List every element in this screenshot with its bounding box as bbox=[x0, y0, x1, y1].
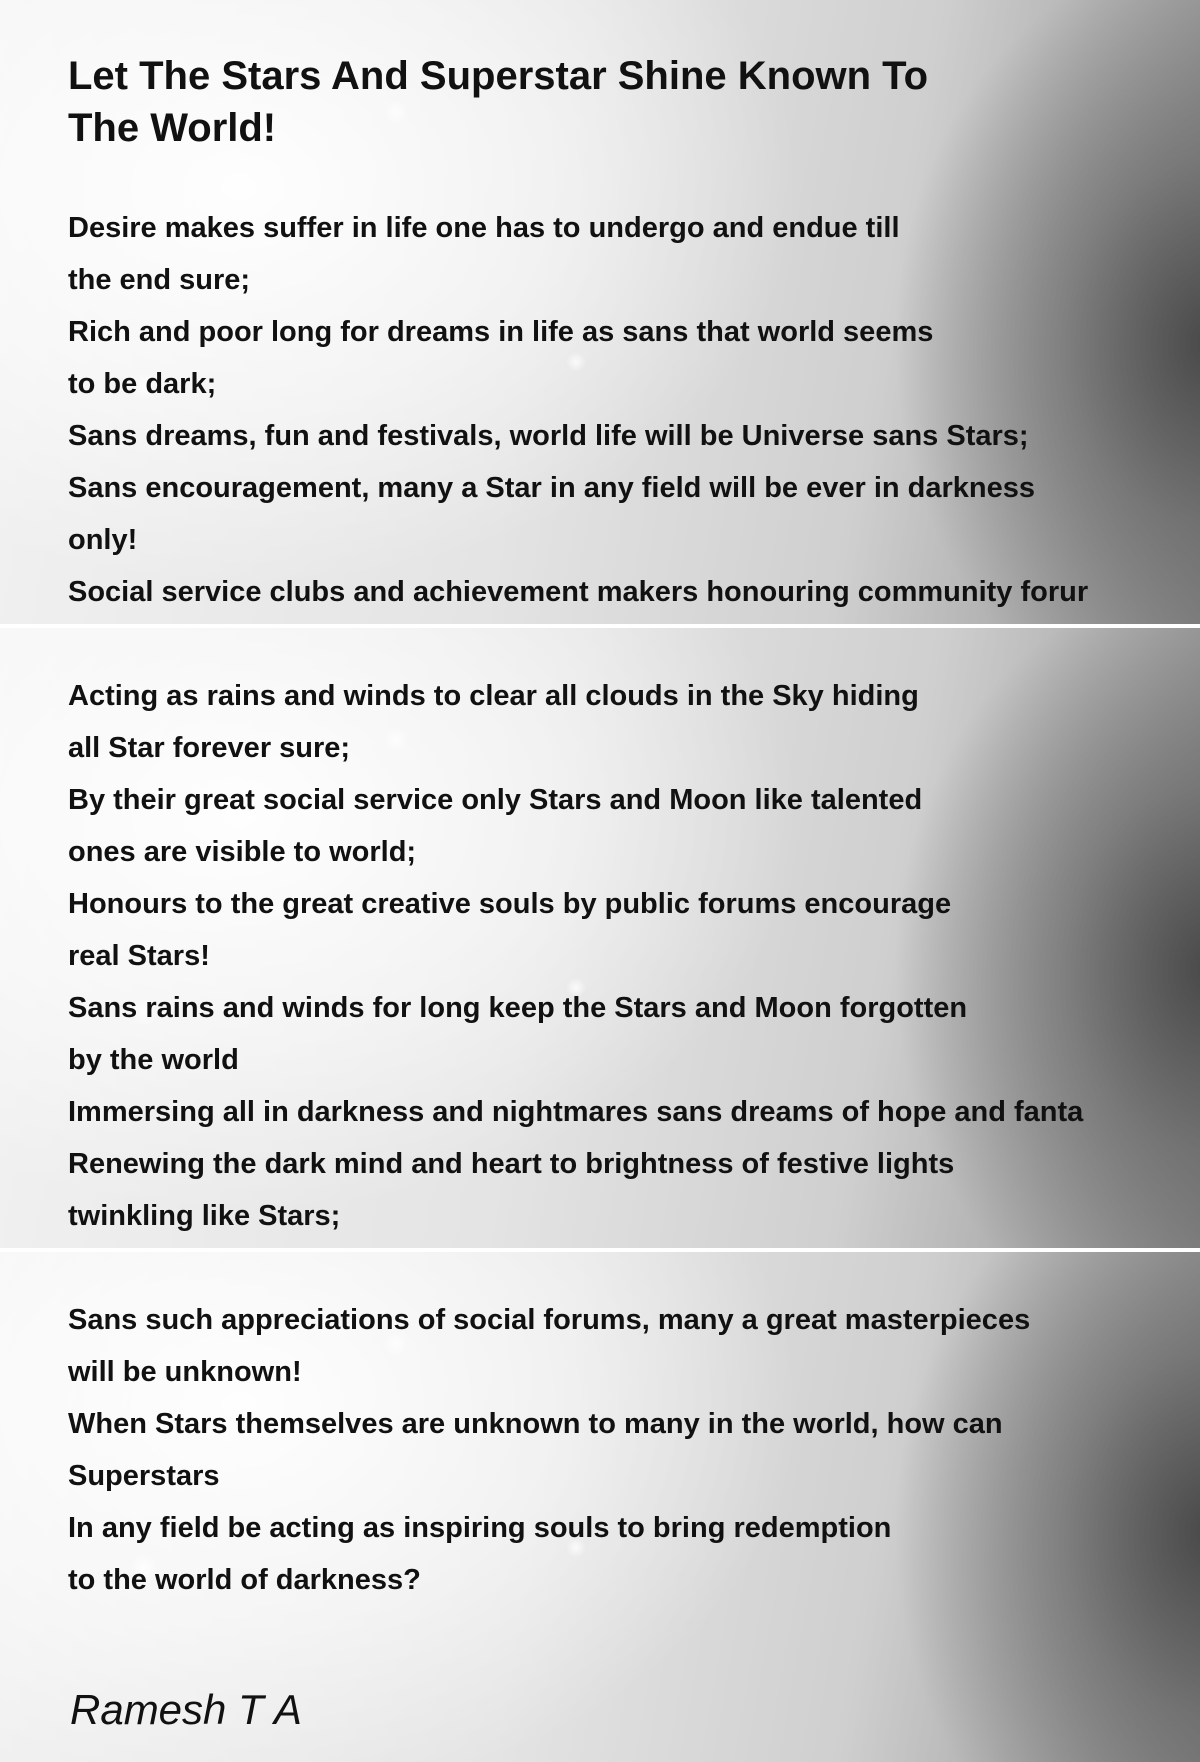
poem-line: Acting as rains and winds to clear all clouds in the Sky hiding bbox=[68, 680, 919, 712]
poem-title-line-2: The World! bbox=[68, 106, 277, 150]
poem-line: ones are visible to world; bbox=[68, 836, 417, 868]
poem-line: Sans dreams, fun and festivals, world life will be Universe sans Stars; bbox=[68, 420, 1029, 452]
poem-line: to the world of darkness? bbox=[68, 1564, 421, 1596]
poem-line: only! bbox=[68, 524, 138, 556]
poem-line: In any field be acting as inspiring souls to bring redemption bbox=[68, 1512, 892, 1544]
poem-line: Sans such appreciations of social forums, many a great masterpieces bbox=[68, 1304, 1031, 1336]
poem-line: real Stars! bbox=[68, 940, 210, 972]
poem-line: all Star forever sure; bbox=[68, 732, 351, 764]
poem-line: will be unknown! bbox=[68, 1356, 302, 1388]
poem-panel-3 bbox=[0, 1252, 1200, 1762]
stanza-1 bbox=[68, 202, 1088, 618]
poem-line: Sans encouragement, many a Star in any field will be ever in darkness bbox=[68, 472, 1036, 504]
poem-line: twinkling like Stars; bbox=[68, 1200, 341, 1232]
poem-line: the end sure; bbox=[68, 264, 251, 296]
poem-title-line-1: Let The Stars And Superstar Shine Known To bbox=[68, 54, 929, 98]
poem-line: Honours to the great creative souls by public forums encourage bbox=[68, 888, 952, 920]
poem-panel-2 bbox=[0, 628, 1200, 1248]
poem-line: Rich and poor long for dreams in life as sans that world seems bbox=[68, 316, 934, 348]
poem-line: Desire makes suffer in life one has to undergo and endue till bbox=[68, 212, 900, 244]
poem-line: By their great social service only Stars and Moon like talented bbox=[68, 784, 923, 816]
poem-line: to be dark; bbox=[68, 368, 217, 400]
poem-title bbox=[68, 50, 1028, 154]
poem-line: Superstars bbox=[68, 1460, 220, 1492]
poem-author: Ramesh T A bbox=[70, 1686, 302, 1733]
poem-panel-1 bbox=[0, 0, 1200, 624]
poem-line: by the world bbox=[68, 1044, 239, 1076]
stanza-3 bbox=[68, 1294, 1030, 1606]
poem-line: When Stars themselves are unknown to many in the world, how can bbox=[68, 1408, 1003, 1440]
poem-line: Social service clubs and achievement makers honouring community forur bbox=[68, 576, 1089, 608]
poem-line: Immersing all in darkness and nightmares sans dreams of hope and fanta bbox=[68, 1096, 1084, 1128]
stanza-2 bbox=[68, 670, 1083, 1242]
poem-line: Sans rains and winds for long keep the Stars and Moon forgotten bbox=[68, 992, 968, 1024]
poem-line: Renewing the dark mind and heart to brightness of festive lights bbox=[68, 1148, 955, 1180]
